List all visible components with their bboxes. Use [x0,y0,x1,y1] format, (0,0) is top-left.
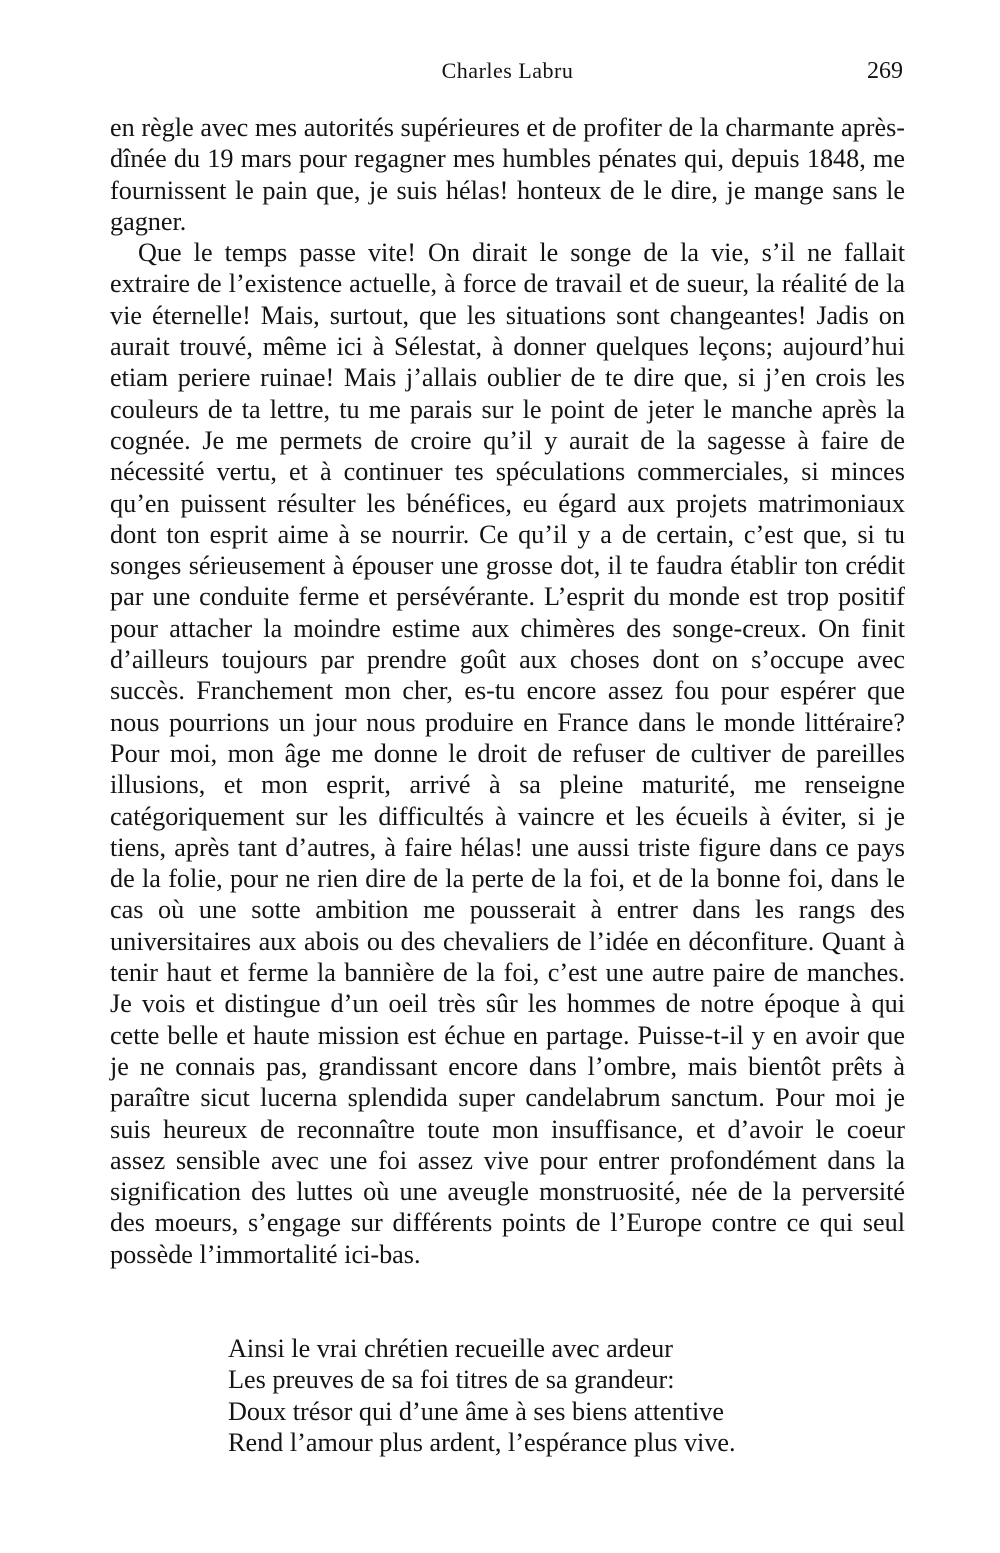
verse-line: Doux trésor qui d’une âme à ses biens attentive [228,1396,724,1426]
running-header [110,58,905,92]
page-number: 269 [867,58,903,84]
running-title: Charles Labru [441,58,574,83]
paragraph-continued: en règle avec mes autorités supérieures et de profiter de la charmante après-dînée du 19 mars pour regagner mes humbles pénates qui, depuis 1848, me fournissent le pain que, je suis hélas! honteux de le dire, je mange sans le gagner. [110,113,905,236]
verse-line: Ainsi le vrai chrétien recueille avec ardeur [228,1334,673,1363]
verse-quotation [228,1333,868,1458]
verse-line: Les preuves de sa foi titres de sa grandeur: [228,1365,675,1395]
body-text [110,112,905,1270]
paragraph: Que le temps passe vite! On dirait le songe de la vie, s’il ne fallait extraire de l’existence actuelle, à force de travail et de sueur, la réalité de la vie éternelle! Mais, surtout, que les situations sont changeantes! Jadis on aurait trouvé, même ici à Sélestat, à donner quelques leçons; aujourd’hui etiam periere ruinae! Mais j’allais oublier de te dire que, si j’en crois les couleurs de ta lettre, tu me parais sur le point de jeter le manche après la cognée. Je me permets de croire qu’il y aurait de la sagesse à faire de nécessité vertu, et à continuer tes spéculations commerciales, si minces qu’en puissent résulter les bénéfices, eu égard aux projets matrimoniaux dont ton esprit aime à se nourrir. Ce qu’il y a de certain, c’est que, si tu songes sérieusement à épouser une grosse dot, il te faudra établir ton crédit par une conduite ferme et persévérante. L’esprit du monde est trop positif pour attacher la moindre estime aux chimères des songe-creux. On finit d’ailleurs toujours par prendre goût aux choses dont on s’occupe avec succès. Franchement mon cher, es-tu encore assez fou pour espérer que nous pourrions un jour nous produire en France dans le monde littéraire? Pour moi, mon âge me donne le droit de refuser de cultiver de pareilles illusions, et mon esprit, arrivé à sa pleine maturité, me renseigne catégoriquement sur les difficultés à vaincre et les écueils à éviter, si je tiens, après tant d’autres, à faire hélas! une aussi triste figure dans ce pays de la folie, pour ne rien dire de la perte de la foi, et de la bonne foi, dans le cas où une sotte ambition me pousserait à entrer dans les rangs des universitaires aux abois ou des chevaliers de l’idée en déconfiture. Quant à tenir haut et ferme la bannière de la foi, c’est une autre paire de manches. Je vois et distingue d’un oeil très sûr les hommes de notre époque à qui cette belle et haute mission est échue en partage. Puisse-t-il y en avoir que je ne connais pas, grandissant encore dans l’ombre, mais bientôt prêts à paraître sicut lucerna splendida super candelabrum sanctum. Pour moi je suis heureux de reconnaître toute mon insuffisance, et d’avoir le coeur assez sensible avec une foi assez vive pour entrer profondément dans la signification des luttes où une aveugle monstruosité, née de la perversité des moeurs, s’engage sur différents points de l’Europe contre ce qui seul possède l’immortalité ici-bas. [110,238,905,1269]
verse-line: Rend l’amour plus ardent, l’espérance plus vive. [228,1427,736,1457]
